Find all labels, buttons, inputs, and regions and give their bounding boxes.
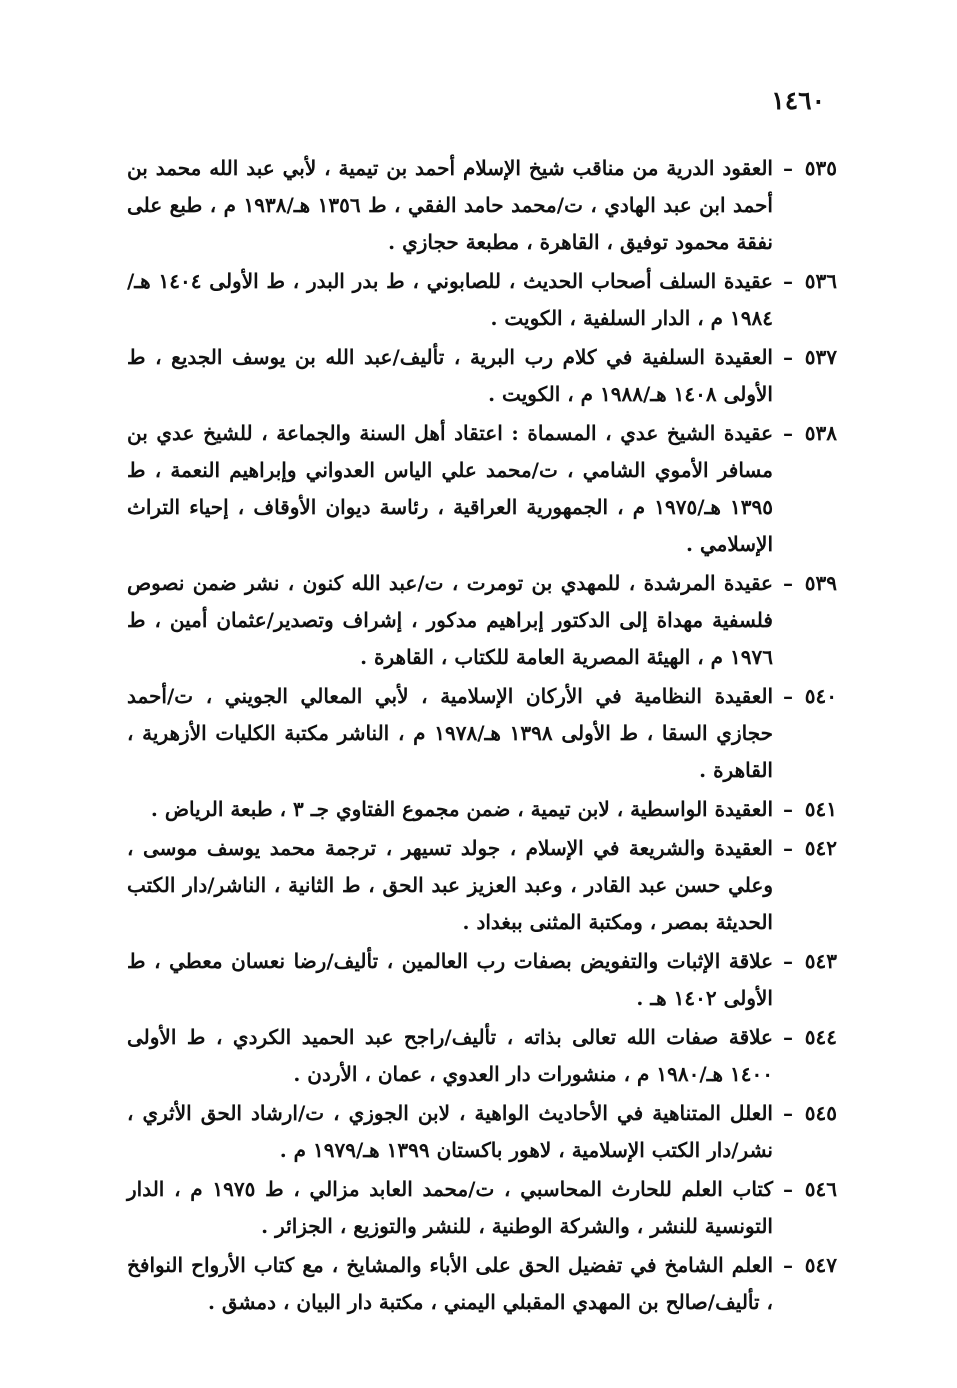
entry-number: ٥٤٥: [804, 1101, 837, 1125]
entry-dash: –: [783, 797, 793, 821]
bibliography-entry: [127, 150, 837, 261]
entry-number: ٥٣٩: [804, 571, 837, 595]
entry-text: العقود الدرية من مناقب شيخ الإسلام أحمد بن تيمية ، لأبي عبد الله محمد بن أحمد ابن عبد الهادي ، ت/محمد حامد الفقي ، ط ١٣٥٦ هـ/١٩٣٨ م ، طبع على نفقة محمود توفيق ، القاهرة ، مطبعة حجازي .: [127, 156, 773, 254]
entry-dash: –: [783, 949, 793, 973]
entry-number: ٥٣٦: [804, 269, 837, 293]
bibliography-entry: [127, 678, 837, 789]
bibliography-list: [127, 150, 837, 1323]
entry-number: ٥٤٢: [804, 836, 837, 860]
bibliography-entry: [127, 1095, 837, 1169]
entry-dash: –: [783, 684, 793, 708]
entry-number: ٥٣٧: [804, 345, 837, 369]
entry-dash: –: [783, 421, 793, 445]
bibliography-entry: [127, 830, 837, 941]
entry-text: العلل المتناهية في الأحاديث الواهية ، لابن الجوزي ، ت/ارشاد الحق الأثري ، نشر/دار الكتب الإسلامية ، لاهور باكستان ١٣٩٩ هـ/١٩٧٩ م .: [127, 1101, 773, 1162]
entry-number: ٥٤٤: [804, 1025, 837, 1049]
entry-number: ٥٤١: [804, 797, 837, 821]
entry-text: كتاب العلم للحارث المحاسبي ، ت/محمد العابد مزالي ، ط ١٩٧٥ م ، الدار التونسية للنشر ، والشركة الوطنية ، للنشر والتوزيع ، الجزائر .: [127, 1177, 773, 1238]
entry-number: ٥٣٨: [804, 421, 837, 445]
bibliography-entry: [127, 415, 837, 563]
entry-dash: –: [783, 345, 793, 369]
entry-dash: –: [783, 836, 793, 860]
entry-dash: –: [783, 1101, 793, 1125]
entry-text: عقيدة الشيخ عدي ، المسماة : اعتقاد أهل السنة والجماعة ، للشيخ عدي بن مسافر الأموي الشامي ، ت/محمد علي الياس العدواني وإبراهيم النعمة ، ط ١٣٩٥ هـ/١٩٧٥ م ، الجمهورية العراقية ، رئاسة ديوان الأوقاف ، إحياء التراث الإسلامي .: [127, 421, 773, 556]
entry-dash: –: [783, 269, 793, 293]
page-number: ١٤٦٠: [771, 86, 825, 115]
entry-number: ٥٤٣: [804, 949, 837, 973]
entry-text: عقيدة المرشدة ، للمهدي بن تومرت ، ت/عبد الله كنون ، نشر ضمن نصوص فلسفية مهداة إلى الدكتور إبراهيم مدكور ، إشراف وتصدير/عثمان أمين ، ط ١٩٧٦ م ، الهيئة المصرية العامة للكتاب ، القاهرة .: [127, 571, 773, 669]
entry-dash: –: [783, 1025, 793, 1049]
entry-text: علاقة الإثبات والتفويض بصفات رب العالمين ، تأليف/رضا نعسان معطي ، ط الأولى ١٤٠٢ هـ .: [127, 949, 773, 1010]
entry-text: علاقة صفات الله تعالى بذاته ، تأليف/راجح عبد الحميد الكردي ، ط الأولى ١٤٠٠ هـ/١٩٨٠ م ، منشورات دار العدوي ، عمان ، الأردن .: [127, 1025, 773, 1086]
entry-number: ٥٤٠: [804, 684, 837, 708]
entry-number: ٥٤٦: [804, 1177, 837, 1201]
bibliography-entry: [127, 1171, 837, 1245]
entry-text: العقيدة السلفية في كلام رب البرية ، تأليف/عبد الله بن يوسف الجديع ، ط الأولى ١٤٠٨ هـ/١٩٨٨ م ، الكويت .: [127, 345, 773, 406]
entry-dash: –: [783, 571, 793, 595]
bibliography-entry: [127, 565, 837, 676]
bibliography-entry: [127, 791, 837, 828]
entry-text: العقيدة النظامية في الأركان الإسلامية ، لأبي المعالي الجويني ، ت/أحمد حجازي السقا ، ط الأولى ١٣٩٨ هـ/١٩٧٨ م ، الناشر مكتبة الكليات الأزهرية ، القاهرة .: [127, 684, 773, 782]
entry-number: ٥٣٥: [804, 156, 837, 180]
entry-text: العقيدة الواسطية ، لابن تيمية ، ضمن مجموع الفتاوي جـ ٣ ، طبعة الرياض .: [150, 797, 773, 821]
entry-dash: –: [783, 1177, 793, 1201]
bibliography-entry: [127, 1019, 837, 1093]
bibliography-entry: [127, 1247, 837, 1321]
entry-dash: –: [783, 1253, 793, 1277]
entry-dash: –: [783, 156, 793, 180]
entry-text: العلم الشامخ في تفضيل الحق على الأباء والمشايخ ، مع كتاب الأرواح النوافخ ، تأليف/صالح بن المهدي المقبلي اليمني ، مكتبة دار البيان ، دمشق .: [127, 1253, 773, 1314]
bibliography-entry: [127, 263, 837, 337]
entry-text: العقيدة والشريعة في الإسلام ، جولد تسيهر ، ترجمة محمد يوسف موسى ، وعلي حسن عبد القادر ، وعبد العزيز عبد الحق ، ط الثانية ، الناشر/دار الكتب الحديثة بمصر ، ومكتبة المثنى ببغداد .: [127, 836, 773, 934]
entry-text: عقيدة السلف أصحاب الحديث ، للصابوني ، ط بدر البدر ، ط الأولى ١٤٠٤ هـ/١٩٨٤ م ، الدار السلفية ، الكويت .: [127, 269, 773, 330]
bibliography-entry: [127, 339, 837, 413]
entry-number: ٥٤٧: [804, 1253, 837, 1277]
bibliography-entry: [127, 943, 837, 1017]
